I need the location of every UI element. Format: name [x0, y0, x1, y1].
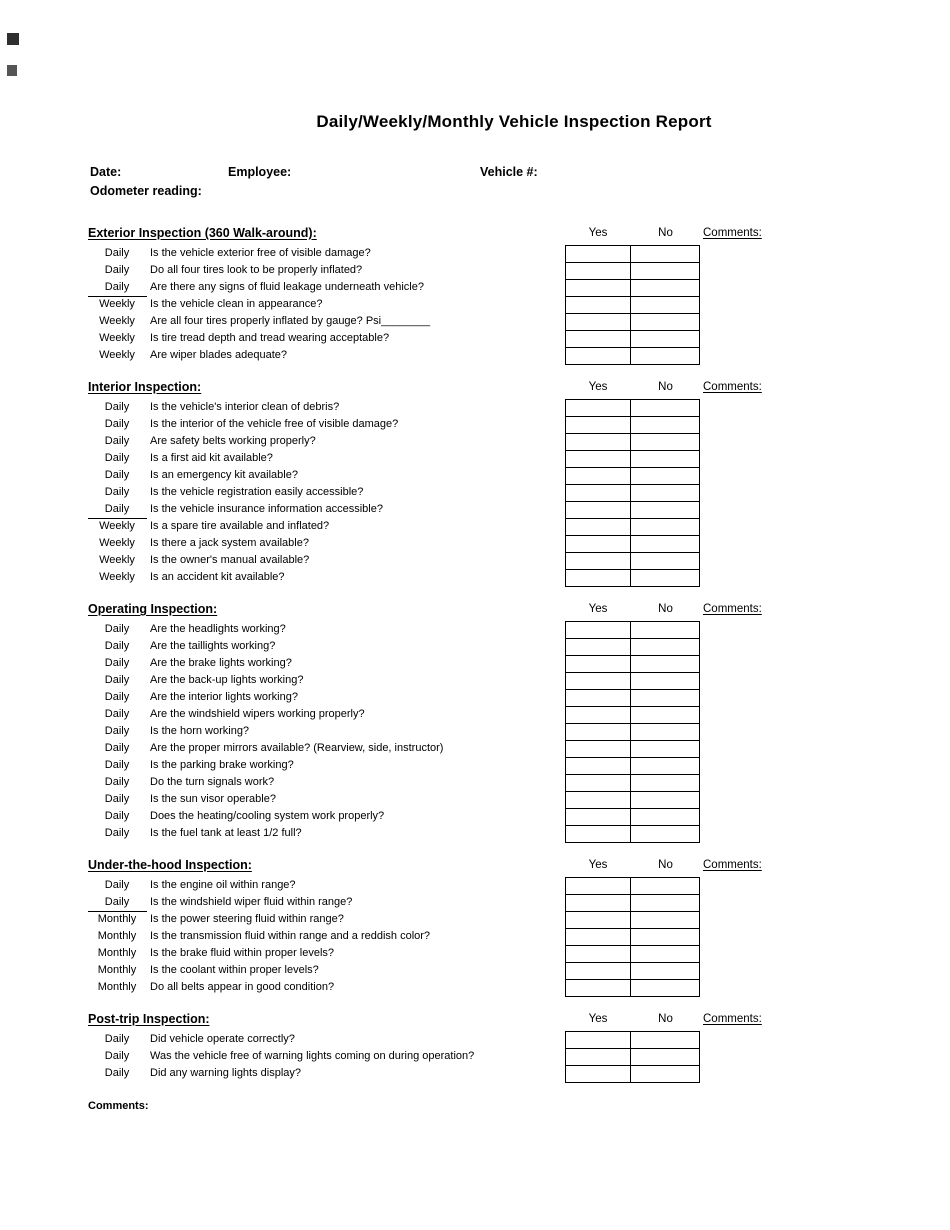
yes-checkbox[interactable] — [565, 757, 631, 774]
no-checkbox[interactable] — [631, 450, 700, 467]
no-checkbox[interactable] — [631, 313, 700, 330]
frequency-label: Weekly — [99, 332, 135, 344]
comments-column-header: Comments: — [703, 603, 762, 615]
inspection-row — [0, 330, 950, 347]
question-text: Is an accident kit available? — [150, 571, 285, 583]
question-text: Are the windshield wipers working properly? — [150, 708, 365, 720]
inspection-row — [0, 655, 950, 672]
question-text: Is the coolant within proper levels? — [150, 964, 319, 976]
frequency-label: Daily — [104, 810, 130, 822]
scan-artifact — [7, 65, 17, 76]
no-checkbox[interactable] — [631, 638, 700, 655]
no-checkbox[interactable] — [631, 621, 700, 638]
yes-checkbox[interactable] — [565, 330, 631, 347]
question-text: Is the vehicle registration easily accessible? — [150, 486, 364, 498]
no-checkbox[interactable] — [631, 484, 700, 501]
scan-artifact — [7, 33, 19, 45]
yes-checkbox[interactable] — [565, 313, 631, 330]
question-text: Are the taillights working? — [150, 640, 276, 652]
inspection-section-2 — [0, 380, 950, 586]
question-text: Is the owner's manual available? — [150, 554, 310, 566]
section-header — [0, 602, 950, 621]
inspection-row — [0, 808, 950, 825]
question-text: Is a first aid kit available? — [150, 452, 273, 464]
frequency-label: Weekly — [99, 537, 135, 549]
no-checkbox[interactable] — [631, 1065, 700, 1083]
question-text: Did any warning lights display? — [150, 1067, 302, 1079]
frequency-label: Daily — [104, 486, 130, 498]
no-checkbox[interactable] — [631, 296, 700, 313]
section-title: Under-the-hood Inspection: — [88, 858, 252, 872]
no-checkbox[interactable] — [631, 1048, 700, 1065]
inspection-row — [0, 450, 950, 467]
no-checkbox[interactable] — [631, 808, 700, 825]
frequency-label: Weekly — [99, 554, 135, 566]
inspection-row — [0, 569, 950, 586]
inspection-row — [0, 638, 950, 655]
no-checkbox[interactable] — [631, 723, 700, 740]
question-text: Is the interior of the vehicle free of visible damage? — [150, 418, 399, 430]
frequency-label: Daily — [104, 725, 130, 737]
yes-checkbox[interactable] — [565, 467, 631, 484]
yes-checkbox[interactable] — [565, 1048, 631, 1065]
frequency-label: Daily — [104, 657, 130, 669]
yes-checkbox[interactable] — [565, 689, 631, 706]
no-checkbox[interactable] — [631, 740, 700, 757]
section-rows — [0, 399, 950, 586]
inspection-row — [0, 723, 950, 740]
comments-column-header: Comments: — [703, 227, 762, 239]
no-column-header: No — [658, 227, 673, 239]
frequency-label: Weekly — [99, 315, 135, 327]
yes-checkbox[interactable] — [565, 791, 631, 808]
date-label: Date: — [90, 165, 122, 179]
section-title: Post-trip Inspection: — [88, 1012, 210, 1026]
yes-checkbox[interactable] — [565, 1031, 631, 1048]
question-text: Did vehicle operate correctly? — [150, 1033, 295, 1045]
question-text: Is the fuel tank at least 1/2 full? — [150, 827, 302, 839]
question-text: Is tire tread depth and tread wearing acceptable? — [150, 332, 390, 344]
question-text: Are all four tires properly inflated by gauge? Psi________ — [150, 315, 431, 327]
inspection-row — [0, 621, 950, 638]
no-checkbox[interactable] — [631, 467, 700, 484]
no-checkbox[interactable] — [631, 655, 700, 672]
no-checkbox[interactable] — [631, 774, 700, 791]
no-checkbox[interactable] — [631, 347, 700, 365]
no-checkbox[interactable] — [631, 979, 700, 997]
inspection-row — [0, 877, 950, 894]
no-checkbox[interactable] — [631, 706, 700, 723]
inspection-row — [0, 279, 950, 296]
yes-checkbox[interactable] — [565, 501, 631, 518]
no-checkbox[interactable] — [631, 689, 700, 706]
frequency-label: Daily — [104, 281, 130, 293]
inspection-row — [0, 928, 950, 945]
yes-checkbox[interactable] — [565, 621, 631, 638]
yes-column-header: Yes — [588, 603, 608, 615]
frequency-label: Daily — [104, 742, 130, 754]
section-header — [0, 380, 950, 399]
no-column-header: No — [658, 381, 673, 393]
inspection-row — [0, 296, 950, 313]
yes-checkbox[interactable] — [565, 672, 631, 689]
frequency-label: Daily — [104, 793, 130, 805]
inspection-row — [0, 467, 950, 484]
yes-checkbox[interactable] — [565, 296, 631, 313]
question-text: Is an emergency kit available? — [150, 469, 298, 481]
inspection-row — [0, 911, 950, 928]
question-text: Is the horn working? — [150, 725, 250, 737]
section-title: Operating Inspection: — [88, 602, 218, 616]
no-checkbox[interactable] — [631, 757, 700, 774]
frequency-label: Monthly — [97, 930, 137, 942]
yes-checkbox[interactable] — [565, 552, 631, 569]
question-text: Is the sun visor operable? — [150, 793, 276, 805]
section-rows — [0, 1031, 950, 1082]
section-rows — [0, 621, 950, 842]
frequency-label: Daily — [104, 640, 130, 652]
no-checkbox[interactable] — [631, 791, 700, 808]
question-text: Is the windshield wiper fluid within range? — [150, 896, 353, 908]
yes-checkbox[interactable] — [565, 825, 631, 843]
frequency-label: Monthly — [97, 964, 137, 976]
no-column-header: No — [658, 1013, 673, 1025]
question-text: Is the vehicle exterior free of visible damage? — [150, 247, 371, 259]
yes-checkbox[interactable] — [565, 262, 631, 279]
yes-checkbox[interactable] — [565, 945, 631, 962]
frequency-label: Weekly — [99, 520, 135, 532]
no-checkbox[interactable] — [631, 1031, 700, 1048]
yes-checkbox[interactable] — [565, 979, 631, 997]
frequency-label: Daily — [104, 674, 130, 686]
employee-label: Employee: — [228, 165, 292, 179]
frequency-label: Daily — [104, 1050, 130, 1062]
yes-checkbox[interactable] — [565, 928, 631, 945]
inspection-row — [0, 399, 950, 416]
inspection-row — [0, 791, 950, 808]
no-checkbox[interactable] — [631, 877, 700, 894]
inspection-section-1 — [0, 226, 950, 364]
inspection-section-3 — [0, 602, 950, 842]
frequency-label: Daily — [104, 896, 130, 908]
yes-checkbox[interactable] — [565, 655, 631, 672]
question-text: Is the engine oil within range? — [150, 879, 296, 891]
comments-column-header: Comments: — [703, 381, 762, 393]
question-text: Is the brake fluid within proper levels? — [150, 947, 335, 959]
question-text: Is a spare tire available and inflated? — [150, 520, 330, 532]
inspection-row — [0, 1031, 950, 1048]
inspection-row — [0, 245, 950, 262]
vehicle-number-label: Vehicle #: — [480, 165, 538, 179]
question-text: Is there a jack system available? — [150, 537, 309, 549]
question-text: Was the vehicle free of warning lights coming on during operation? — [150, 1050, 475, 1062]
no-checkbox[interactable] — [631, 245, 700, 262]
inspection-row — [0, 347, 950, 364]
yes-checkbox[interactable] — [565, 894, 631, 911]
comments-column-header: Comments: — [703, 1013, 762, 1025]
yes-checkbox[interactable] — [565, 706, 631, 723]
frequency-label: Daily — [104, 1067, 130, 1079]
frequency-label: Monthly — [97, 913, 137, 925]
inspection-row — [0, 825, 950, 842]
frequency-label: Monthly — [97, 947, 137, 959]
question-text: Are wiper blades adequate? — [150, 349, 287, 361]
inspection-row — [0, 552, 950, 569]
frequency-label: Daily — [104, 1033, 130, 1045]
no-checkbox[interactable] — [631, 279, 700, 296]
section-header — [0, 858, 950, 877]
question-text: Is the vehicle insurance information accessible? — [150, 503, 383, 515]
frequency-label: Weekly — [99, 571, 135, 583]
no-checkbox[interactable] — [631, 962, 700, 979]
question-text: Are the back-up lights working? — [150, 674, 304, 686]
inspection-row — [0, 1065, 950, 1082]
yes-checkbox[interactable] — [565, 416, 631, 433]
frequency-label: Daily — [104, 691, 130, 703]
section-header — [0, 226, 950, 245]
yes-column-header: Yes — [588, 381, 608, 393]
question-text: Is the transmission fluid within range and a reddish color? — [150, 930, 431, 942]
inspection-row — [0, 484, 950, 501]
section-header — [0, 1012, 950, 1031]
frequency-label: Daily — [104, 623, 130, 635]
odometer-reading-label: Odometer reading: — [90, 184, 202, 198]
frequency-label: Daily — [104, 759, 130, 771]
no-checkbox[interactable] — [631, 825, 700, 843]
no-checkbox[interactable] — [631, 399, 700, 416]
comments-column-header: Comments: — [703, 859, 762, 871]
yes-checkbox[interactable] — [565, 399, 631, 416]
inspection-section-5 — [0, 1012, 950, 1082]
question-text: Are the interior lights working? — [150, 691, 298, 703]
no-checkbox[interactable] — [631, 330, 700, 347]
section-title: Interior Inspection: — [88, 380, 202, 394]
section-rows — [0, 245, 950, 364]
question-text: Does the heating/cooling system work properly? — [150, 810, 385, 822]
yes-checkbox[interactable] — [565, 774, 631, 791]
page-title: Daily/Weekly/Monthly Vehicle Inspection Report — [316, 112, 712, 131]
frequency-label: Monthly — [97, 981, 137, 993]
question-text: Is the vehicle's interior clean of debris? — [150, 401, 340, 413]
no-checkbox[interactable] — [631, 911, 700, 928]
inspection-row — [0, 262, 950, 279]
inspection-row — [0, 518, 950, 535]
inspection-row — [0, 689, 950, 706]
no-checkbox[interactable] — [631, 552, 700, 569]
sections — [0, 226, 950, 1112]
frequency-label: Daily — [104, 469, 130, 481]
yes-checkbox[interactable] — [565, 450, 631, 467]
yes-checkbox[interactable] — [565, 962, 631, 979]
inspection-section-4 — [0, 858, 950, 996]
yes-checkbox[interactable] — [565, 877, 631, 894]
inspection-row — [0, 313, 950, 330]
inspection-row — [0, 416, 950, 433]
inspection-row — [0, 894, 950, 911]
yes-checkbox[interactable] — [565, 569, 631, 587]
yes-checkbox[interactable] — [565, 245, 631, 262]
no-checkbox[interactable] — [631, 433, 700, 450]
frequency-label: Daily — [104, 776, 130, 788]
yes-checkbox[interactable] — [565, 638, 631, 655]
inspection-row — [0, 672, 950, 689]
frequency-label: Daily — [104, 264, 130, 276]
footer-comments-label: Comments: — [88, 1100, 149, 1112]
yes-checkbox[interactable] — [565, 347, 631, 365]
section-rows — [0, 877, 950, 996]
inspection-row — [0, 962, 950, 979]
yes-checkbox[interactable] — [565, 518, 631, 535]
yes-checkbox[interactable] — [565, 433, 631, 450]
inspection-row — [0, 535, 950, 552]
yes-checkbox[interactable] — [565, 740, 631, 757]
no-checkbox[interactable] — [631, 672, 700, 689]
frequency-label: Daily — [104, 401, 130, 413]
no-checkbox[interactable] — [631, 894, 700, 911]
no-checkbox[interactable] — [631, 535, 700, 552]
no-checkbox[interactable] — [631, 262, 700, 279]
frequency-label: Weekly — [99, 298, 135, 310]
header-fields — [0, 165, 950, 205]
question-text: Are the proper mirrors available? (Rearview, side, instructor) — [150, 742, 444, 754]
frequency-label: Daily — [104, 503, 130, 515]
yes-column-header: Yes — [588, 1013, 608, 1025]
yes-checkbox[interactable] — [565, 723, 631, 740]
question-text: Are there any signs of fluid leakage underneath vehicle? — [150, 281, 424, 293]
inspection-row — [0, 501, 950, 518]
question-text: Do all four tires look to be properly inflated? — [150, 264, 363, 276]
inspection-row — [0, 1048, 950, 1065]
frequency-label: Daily — [104, 708, 130, 720]
inspection-row — [0, 706, 950, 723]
yes-checkbox[interactable] — [565, 911, 631, 928]
inspection-row — [0, 979, 950, 996]
question-text: Do all belts appear in good condition? — [150, 981, 335, 993]
frequency-label: Daily — [104, 435, 130, 447]
yes-checkbox[interactable] — [565, 1065, 631, 1083]
question-text: Is the parking brake working? — [150, 759, 294, 771]
question-text: Are the headlights working? — [150, 623, 286, 635]
yes-checkbox[interactable] — [565, 808, 631, 825]
section-title: Exterior Inspection (360 Walk-around): — [88, 226, 317, 240]
yes-column-header: Yes — [588, 227, 608, 239]
frequency-label: Weekly — [99, 349, 135, 361]
no-column-header: No — [658, 603, 673, 615]
yes-checkbox[interactable] — [565, 535, 631, 552]
inspection-row — [0, 774, 950, 791]
yes-checkbox[interactable] — [565, 484, 631, 501]
frequency-label: Daily — [104, 247, 130, 259]
question-text: Are safety belts working properly? — [150, 435, 316, 447]
question-text: Are the brake lights working? — [150, 657, 292, 669]
no-checkbox[interactable] — [631, 416, 700, 433]
question-text: Do the turn signals work? — [150, 776, 275, 788]
frequency-label: Daily — [104, 452, 130, 464]
no-checkbox[interactable] — [631, 928, 700, 945]
inspection-row — [0, 945, 950, 962]
inspection-row — [0, 757, 950, 774]
question-text: Is the power steering fluid within range? — [150, 913, 344, 925]
inspection-row — [0, 740, 950, 757]
no-checkbox[interactable] — [631, 501, 700, 518]
frequency-label: Daily — [104, 827, 130, 839]
inspection-row — [0, 433, 950, 450]
frequency-label: Daily — [104, 418, 130, 430]
no-checkbox[interactable] — [631, 945, 700, 962]
frequency-label: Daily — [104, 879, 130, 891]
no-checkbox[interactable] — [631, 518, 700, 535]
no-column-header: No — [658, 859, 673, 871]
no-checkbox[interactable] — [631, 569, 700, 587]
question-text: Is the vehicle clean in appearance? — [150, 298, 323, 310]
yes-column-header: Yes — [588, 859, 608, 871]
yes-checkbox[interactable] — [565, 279, 631, 296]
